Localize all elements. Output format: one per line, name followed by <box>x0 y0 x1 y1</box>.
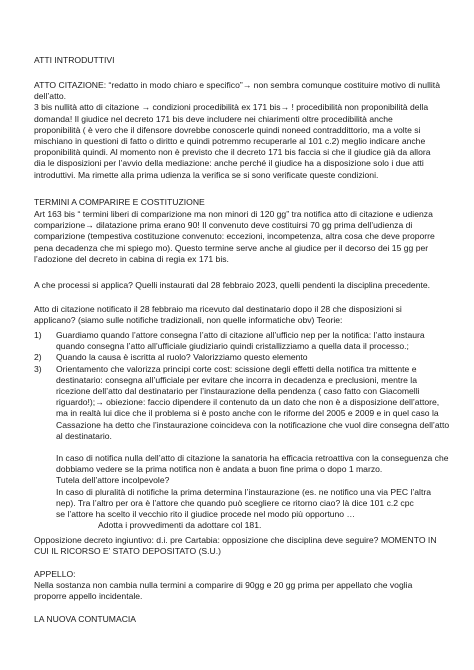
text-line: pena decadenza che mi spiego mo). Questo termine serve anche al giudice per il decorso dei 15 gg per <box>34 242 429 253</box>
paragraph-applicazione <box>34 280 444 291</box>
text-line: dobbiamo vedere se la prima notifica non è andata a buon fine prima o dopo 1 marzo. <box>56 464 383 475</box>
text-line: ricezione dell’atto dal destinatario per l’instaurazione della pendenza ( caso fatto con Giacomelli <box>56 386 420 397</box>
text-line: domanda! Il giudice nel decreto 171 bis deve includere nei chiarimenti oltre procedibilità anche <box>34 113 393 124</box>
text-line: proponibilità ( è vero che il difensore dovrebbe conoscerle quindi noneed contraddittorio, ma a volte si <box>34 124 421 135</box>
text-line: dia le disposizioni per l’avvio della mediazione: anche perché il giudice ha a disposizione solo i due atti <box>34 158 424 169</box>
text-line: se l’attore ha scelto il vecchio rito il giudice procede nel modo più opportuno … <box>56 509 356 520</box>
heading-text: LA NUOVA CONTUMACIA <box>34 614 137 624</box>
list-item <box>34 330 444 352</box>
text-line: Orientamento che valorizza principi corte cost: scissione degli effetti della notifica tra mittente e <box>56 363 417 374</box>
text-line: In caso di notifica nulla dell’atto di citazione la sanatoria ha efficacia retroattiva con la conseguenza che <box>56 453 449 463</box>
text-line: Quando la causa è iscritta al ruolo? Valorizziamo questo elemento <box>56 352 308 363</box>
text-line: comparizione→ dilatazione prima erano 90! Il convenuto deve costituirsi 70 gg prima dell’udienza di <box>34 220 413 231</box>
list-item <box>34 363 450 442</box>
text-line: applicano? (siamo sulle notifiche tradizionali, non quelle informatiche obv) Teorie: <box>34 315 343 326</box>
text-line: l’adozione del decreto in cabina di regia ex 171 bis. <box>34 253 229 264</box>
text-line: ATTO CITAZIONE: “redatto in modo chiaro e specifico”→ non sembra comunque costituire motivo di nullità <box>34 80 440 90</box>
text-line: Guardiamo quando l’attore consegna l’atto di citazione all’ufficio nep per la notifica: l’atto instaura <box>56 330 425 340</box>
text-line: nep). Tra l’altro per ora è l’attore che quando può scegliere ce ritorno ciao? là dice 101 c.2 cpc <box>56 497 414 508</box>
list-number: 2) <box>34 352 42 363</box>
text-line: quando consegna l’atto all’ufficiale giudiziario quindi cristallizziamo a quella data il processo.; <box>56 341 409 352</box>
text-line: comparizione (tempestiva costituzione convenuto: eccezioni, incompetenza, altra cosa che deve proporre <box>34 231 435 242</box>
section-heading-contumacia <box>34 614 444 625</box>
section-title: APPELLO: <box>34 569 76 579</box>
paragraph-opposizione <box>34 535 444 557</box>
text-line: al destinatario. <box>56 430 112 441</box>
list-item <box>34 352 444 363</box>
section-heading-termini <box>34 197 444 208</box>
text-line: Art 163 bis “ termini liberi di comparizione ma non minori di 120 gg” tra notifica atto di citazione e udienza <box>34 209 433 219</box>
text-line: Opposizione decreto ingiuntivo: d.i. pre Cartabia: opposizione che disciplina deve seguire? MOMENTO IN <box>34 535 437 545</box>
text-line: In caso di pluralità di notifiche la prima determina l’instaurazione (es. ne notifico una via PEC l’altra <box>56 486 431 497</box>
section-heading-atti <box>34 55 444 66</box>
list-number: 3) <box>34 363 42 374</box>
theories-list <box>34 330 450 442</box>
text-line: Adotta i provvedimenti da adottare col 181. <box>98 520 262 531</box>
text-line: CUI IL RICORSO E’ STATO DEPOSITATO (S.U.) <box>34 546 222 557</box>
text-line: dell’atto. <box>34 91 67 102</box>
text-line: 3 bis nullità atto di citazione → condizioni procedibilità ex 171 bis→ ! procedibilità non proponibilità della <box>34 102 429 113</box>
text-line: A che processi si applica? Quelli instaurati dal 28 febbraio 2023, quelli pendenti la disciplina precedente. <box>34 280 431 290</box>
paragraph-sanatoria <box>34 453 449 531</box>
text-line: Cassazione ha detto che l’instaurazione coincideva con la notificazione che vuol dire consegna dell’atto <box>56 419 450 430</box>
text-line: destinatario: consegna all’ufficiale per evitare che incorra in decadenza e preclusioni, mentre la <box>56 374 417 385</box>
paragraph-notifica <box>34 304 444 326</box>
paragraph-termini <box>34 209 444 265</box>
text-line: Nella sostanza non cambia nulla termini a comparire di 90gg e 20 gg prima per appellato che voglia <box>34 580 413 591</box>
heading-text: ATTI INTRODUTTIVI <box>34 55 115 65</box>
text-line: introduttivi. Ma rimette alla prima udienza la verifica se si sono verificate queste condizioni. <box>34 169 379 180</box>
paragraph-atto-citazione <box>34 80 444 181</box>
paragraph-appello <box>34 569 444 603</box>
heading-text: TERMINI A COMPARIRE E COSTITUZIONE <box>34 197 205 207</box>
text-line: mischiano in questioni di fatto o diritto e quindi potremmo recuperarle al 101 c.2) meglio indicare anche <box>34 136 426 147</box>
text-line: Tutela dell’attore incolpevole? <box>56 475 170 486</box>
text-line: ma in realtà lui dice che il problema si è posto anche con le riforme del 2005 e 2009 e in quel caso la <box>56 408 439 419</box>
text-line: proponibilità quindi. Al momento non è previsto che il decreto 171 bis faccia si che il giudice già da allora <box>34 147 431 158</box>
text-line: riguardo!);→ obiezione: faccio dipendere il contenuto da un dato che non è a disposizione dell’attore, <box>56 397 440 408</box>
text-line: Atto di citazione notificato il 28 febbraio ma ricevuto dal destinatario dopo il 28 che disposizioni si <box>34 304 402 314</box>
text-line: proporre appello incidentale. <box>34 591 143 602</box>
list-number: 1) <box>34 330 42 340</box>
